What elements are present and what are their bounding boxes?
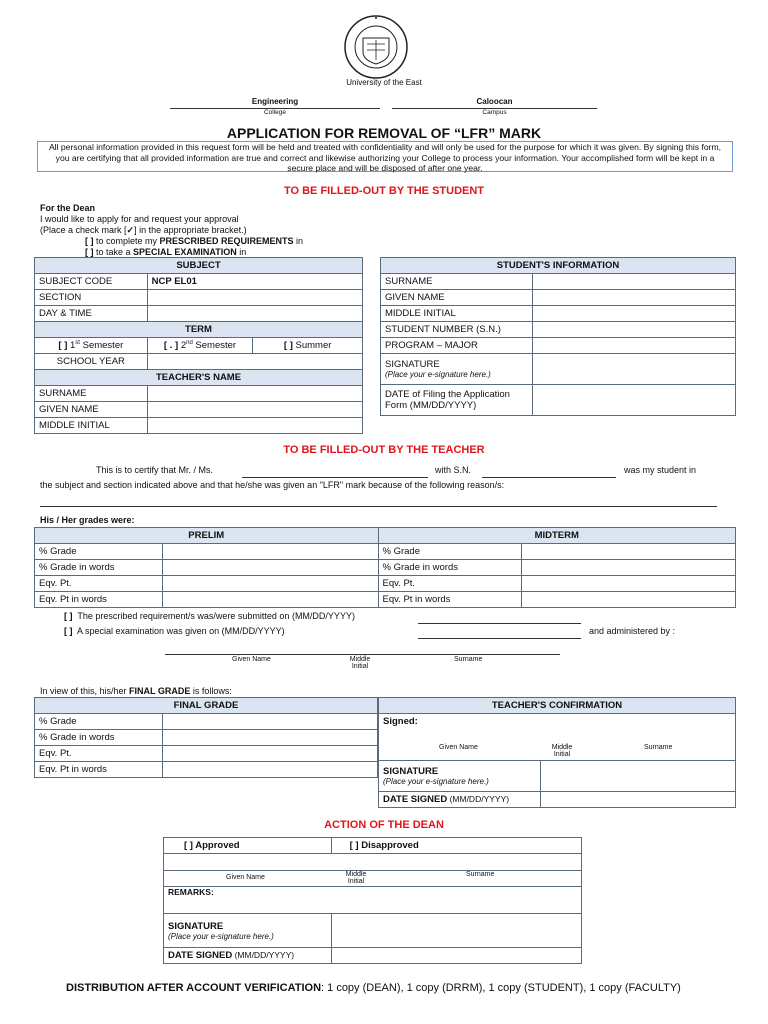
prelim-pct-label: % Grade	[35, 544, 163, 560]
privacy-notice: All personal information provided in this request form will be held and treated with confidentiality and will only be used for the purpose for which it was given. By signing this form, you are certifying that all provided information are true and correct and likewise authorizing your College to process your information. Your accomplished form will be kept in a secure place and will be disposed of after one year.	[37, 141, 733, 172]
program-major-label: PROGRAM – MAJOR	[381, 338, 533, 354]
midterm-pct-label: % Grade	[378, 544, 522, 560]
grades-were-label: His / Her grades were:	[40, 515, 135, 525]
teacher-surname-label: SURNAME	[35, 386, 148, 402]
day-time-label: DAY & TIME	[35, 306, 148, 322]
teacher-date-signed-field[interactable]	[540, 792, 735, 808]
administrator-name-line[interactable]	[165, 654, 560, 655]
teacher-section-heading: TO BE FILLED-OUT BY THE TEACHER	[283, 444, 485, 456]
dean-date-signed-field[interactable]	[331, 948, 581, 964]
final-eqv-field[interactable]	[162, 746, 377, 762]
university-seal	[343, 14, 409, 80]
dean-signature-field[interactable]	[331, 914, 581, 948]
prelim-pct-words-label: % Grade in words	[35, 560, 163, 576]
teacher-middle-initial-field[interactable]	[147, 418, 362, 434]
certify-text: This is to certify that Mr. / Ms.	[96, 465, 214, 475]
dean-action-table	[163, 837, 582, 964]
dean-surname-caption: Surname	[466, 871, 495, 878]
college-value: Engineering	[251, 97, 299, 106]
dean-given-name-caption: Given Name	[226, 874, 265, 881]
disapproved-option[interactable]: [ ] Disapproved	[331, 838, 581, 854]
teacher-middle-initial-caption: Middle Initial	[551, 744, 573, 758]
final-eqv-words-label: Eqv. Pt in words	[35, 762, 163, 778]
date-filing-label: DATE of Filing the Application Form (MM/DD/YYYY)	[381, 385, 533, 416]
final-pct-label: % Grade	[35, 714, 163, 730]
exam-date-line[interactable]	[418, 638, 581, 639]
final-grade-header: FINAL GRADE	[35, 698, 378, 714]
prelim-eqv-label: Eqv. Pt.	[35, 576, 163, 592]
prelim-eqv-words-label: Eqv. Pt in words	[35, 592, 163, 608]
was-student-text: was my student in	[624, 465, 697, 475]
final-grade-intro: In view of this, his/her FINAL GRADE is follows:	[40, 686, 232, 696]
sn-line[interactable]	[482, 477, 616, 478]
special-exam-option[interactable]: [ ] A special examination was given on (MM/DD/YYYY)	[64, 626, 285, 636]
student-signature-field[interactable]	[532, 354, 735, 385]
student-name-line[interactable]	[242, 477, 428, 478]
subject-code-field[interactable]: NCP EL01	[147, 274, 362, 290]
signed-label: Signed:	[383, 716, 418, 727]
midterm-header: MIDTERM	[378, 528, 736, 544]
campus-value: Caloocan	[476, 97, 513, 106]
teacher-signature-field[interactable]	[540, 761, 735, 792]
request-block	[40, 203, 303, 258]
teacher-date-signed-label: DATE SIGNED (MM/DD/YYYY)	[379, 792, 541, 808]
distribution-note: DISTRIBUTION AFTER ACCOUNT VERIFICATION: 1 copy (DEAN), 1 copy (DRRM), 1 copy (STUDENT), 1 copy (FACULTY)	[66, 982, 681, 994]
dean-section-heading: ACTION OF THE DEAN	[324, 819, 444, 831]
check-mark-icon: ✓	[126, 225, 135, 235]
reason-text: the subject and section indicated above and that he/she was given an "LFR" mark because of the following reason/s:	[40, 480, 505, 490]
administered-by-label: and administered by :	[589, 626, 676, 636]
teacher-surname-field[interactable]	[147, 386, 362, 402]
subject-code-label: SUBJECT CODE	[35, 274, 148, 290]
teacher-name-header: TEACHER'S NAME	[35, 370, 363, 386]
option-prescribed[interactable]: [ ] to complete my PRESCRIBED REQUIREMENTS in	[85, 236, 304, 246]
midterm-eqv-words-label: Eqv. Pt in words	[378, 592, 522, 608]
student-signature-label: SIGNATURE (Place your e-signature here.)	[381, 354, 533, 385]
prelim-eqv-words-field[interactable]	[162, 592, 378, 608]
student-surname-field[interactable]	[532, 274, 735, 290]
school-year-label: SCHOOL YEAR	[35, 354, 148, 370]
grades-table	[34, 527, 736, 608]
teacher-given-name-caption: Given Name	[439, 744, 478, 751]
midterm-pct-field[interactable]	[522, 544, 736, 560]
admin-middle-initial-label: Middle Initial	[349, 656, 371, 670]
college-label: College	[263, 109, 287, 116]
with-sn-text: with S.N.	[435, 465, 472, 475]
summer-option[interactable]: [ ] Summer	[253, 338, 363, 354]
submitted-date-line[interactable]	[418, 623, 581, 624]
teacher-confirmation-table	[378, 697, 736, 808]
remarks-field[interactable]	[164, 887, 582, 914]
final-grade-table	[34, 697, 378, 793]
student-section-heading: TO BE FILLED-OUT BY THE STUDENT	[283, 185, 485, 197]
student-given-name-label: GIVEN NAME	[381, 290, 533, 306]
student-middle-initial-label: MIDDLE INITIAL	[381, 306, 533, 322]
campus-label: Campus	[482, 109, 507, 116]
midterm-eqv-label: Eqv. Pt.	[378, 576, 522, 592]
check-note: (Place a check mark [✓] in the appropriate bracket.)	[40, 225, 247, 235]
teacher-given-name-label: GIVEN NAME	[35, 402, 148, 418]
date-filing-field[interactable]	[532, 385, 735, 416]
reason-line[interactable]	[40, 506, 717, 507]
student-info-table	[380, 257, 736, 416]
student-number-label: STUDENT NUMBER (S.N.)	[381, 322, 533, 338]
final-pct-words-label: % Grade in words	[35, 730, 163, 746]
student-info-header: STUDENT'S INFORMATION	[381, 258, 736, 274]
final-pct-field[interactable]	[162, 714, 377, 730]
for-dean-label: For the Dean	[40, 203, 96, 213]
prelim-header: PRELIM	[35, 528, 379, 544]
midterm-eqv-field[interactable]	[522, 576, 736, 592]
remarks-label: REMARKS:	[168, 887, 214, 897]
option-special-exam[interactable]: [ ] to take a SPECIAL EXAMINATION in	[85, 247, 247, 257]
form-title: APPLICATION FOR REMOVAL OF “LFR” MARK	[226, 125, 542, 141]
midterm-pct-words-label: % Grade in words	[378, 560, 522, 576]
first-semester-option[interactable]: [ ] 1st Semester	[35, 338, 148, 354]
dean-signature-label: SIGNATURE (Place your e-signature here.)	[164, 914, 332, 948]
day-time-field[interactable]	[147, 306, 362, 322]
student-middle-initial-field[interactable]	[532, 306, 735, 322]
dean-middle-initial-caption: Middle Initial	[345, 871, 367, 885]
student-surname-label: SURNAME	[381, 274, 533, 290]
section-label: SECTION	[35, 290, 148, 306]
request-text: I would like to apply for and request your approval	[40, 214, 239, 224]
section-field[interactable]	[147, 290, 362, 306]
dean-date-signed-label: DATE SIGNED (MM/DD/YYYY)	[164, 948, 332, 964]
prelim-pct-field[interactable]	[162, 544, 378, 560]
student-given-name-field[interactable]	[532, 290, 735, 306]
teacher-signature-label: SIGNATURE (Place your e-signature here.)	[379, 761, 541, 792]
prelim-eqv-field[interactable]	[162, 576, 378, 592]
final-eqv-words-field[interactable]	[162, 762, 377, 778]
final-eqv-label: Eqv. Pt.	[35, 746, 163, 762]
student-number-field[interactable]	[532, 322, 735, 338]
approved-option[interactable]: [ ] Approved	[164, 838, 332, 854]
admin-surname-label: Surname	[454, 656, 483, 663]
subject-table	[34, 257, 363, 434]
subject-header: SUBJECT	[35, 258, 363, 274]
midterm-eqv-words-field[interactable]	[522, 592, 736, 608]
second-semester-option[interactable]: [ . ] 2nd Semester	[147, 338, 253, 354]
admin-given-name-label: Given Name	[232, 656, 271, 663]
final-pct-words-field[interactable]	[162, 730, 377, 746]
prelim-pct-words-field[interactable]	[162, 560, 378, 576]
midterm-pct-words-field[interactable]	[522, 560, 736, 576]
prescribed-submitted-option[interactable]: [ ] The prescribed requirement/s was/were submitted on (MM/DD/YYYY)	[64, 611, 355, 621]
teacher-confirmation-header: TEACHER'S CONFIRMATION	[379, 698, 736, 714]
dean-name-cell[interactable]	[164, 854, 582, 887]
teacher-signed-cell[interactable]	[379, 714, 736, 761]
program-major-field[interactable]	[532, 338, 735, 354]
teacher-middle-initial-label: MIDDLE INITIAL	[35, 418, 148, 434]
teacher-surname-caption: Surname	[644, 744, 673, 751]
university-name: University of the East	[346, 78, 422, 87]
term-header: TERM	[35, 322, 363, 338]
teacher-given-name-field[interactable]	[147, 402, 362, 418]
school-year-field[interactable]	[147, 354, 362, 370]
